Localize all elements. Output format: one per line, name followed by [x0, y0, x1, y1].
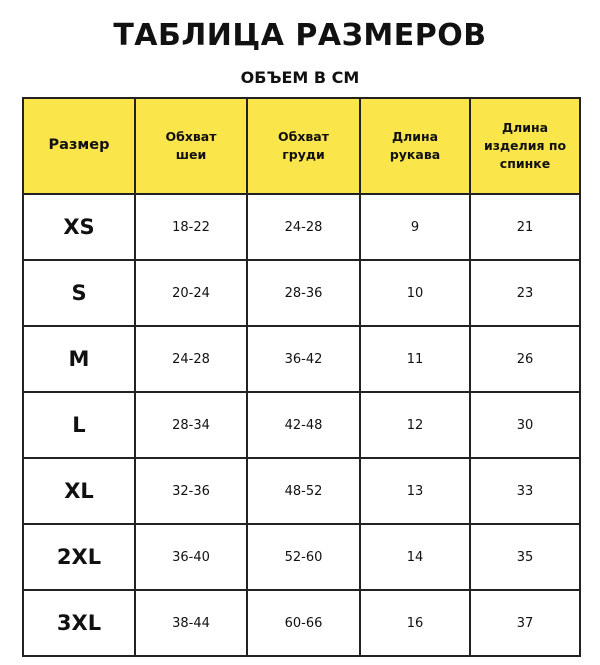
sleeve-cell: 16 [360, 590, 470, 656]
sleeve-cell: 13 [360, 458, 470, 524]
neck-cell: 28-34 [135, 392, 247, 458]
neck-cell: 24-28 [135, 326, 247, 392]
table-row [23, 392, 580, 458]
back-length-cell: 26 [470, 326, 580, 392]
neck-cell: 20-24 [135, 260, 247, 326]
table-row [23, 524, 580, 590]
size-cell: S [23, 260, 135, 326]
back-length-cell: 35 [470, 524, 580, 590]
table-header-row [23, 98, 580, 194]
size-cell: M [23, 326, 135, 392]
table-row [23, 260, 580, 326]
size-cell: 2XL [23, 524, 135, 590]
header-size: Размер [23, 98, 135, 194]
back-length-cell: 21 [470, 194, 580, 260]
sleeve-cell: 10 [360, 260, 470, 326]
chest-cell: 42-48 [247, 392, 360, 458]
header-chest: Обхват груди [247, 98, 360, 194]
size-cell: XS [23, 194, 135, 260]
sleeve-cell: 12 [360, 392, 470, 458]
neck-cell: 18-22 [135, 194, 247, 260]
back-length-cell: 37 [470, 590, 580, 656]
sleeve-cell: 14 [360, 524, 470, 590]
size-cell: XL [23, 458, 135, 524]
table-row [23, 590, 580, 656]
header-neck: Обхват шеи [135, 98, 247, 194]
chest-cell: 28-36 [247, 260, 360, 326]
back-length-cell: 30 [470, 392, 580, 458]
header-sleeve: Длина рукава [360, 98, 470, 194]
chest-cell: 36-42 [247, 326, 360, 392]
table-row [23, 194, 580, 260]
table-row [23, 326, 580, 392]
back-length-cell: 23 [470, 260, 580, 326]
page-subtitle: ОБЪЕМ В СМ [240, 68, 360, 87]
chest-cell: 52-60 [247, 524, 360, 590]
chest-cell: 24-28 [247, 194, 360, 260]
neck-cell: 32-36 [135, 458, 247, 524]
header-back-length: Длина изделия по спинке [470, 98, 580, 194]
sleeve-cell: 11 [360, 326, 470, 392]
size-chart-table [22, 97, 581, 657]
size-cell: 3XL [23, 590, 135, 656]
back-length-cell: 33 [470, 458, 580, 524]
chest-cell: 60-66 [247, 590, 360, 656]
table-row [23, 458, 580, 524]
sleeve-cell: 9 [360, 194, 470, 260]
size-cell: L [23, 392, 135, 458]
chest-cell: 48-52 [247, 458, 360, 524]
page-title: ТАБЛИЦА РАЗМЕРОВ [113, 18, 487, 53]
neck-cell: 36-40 [135, 524, 247, 590]
neck-cell: 38-44 [135, 590, 247, 656]
